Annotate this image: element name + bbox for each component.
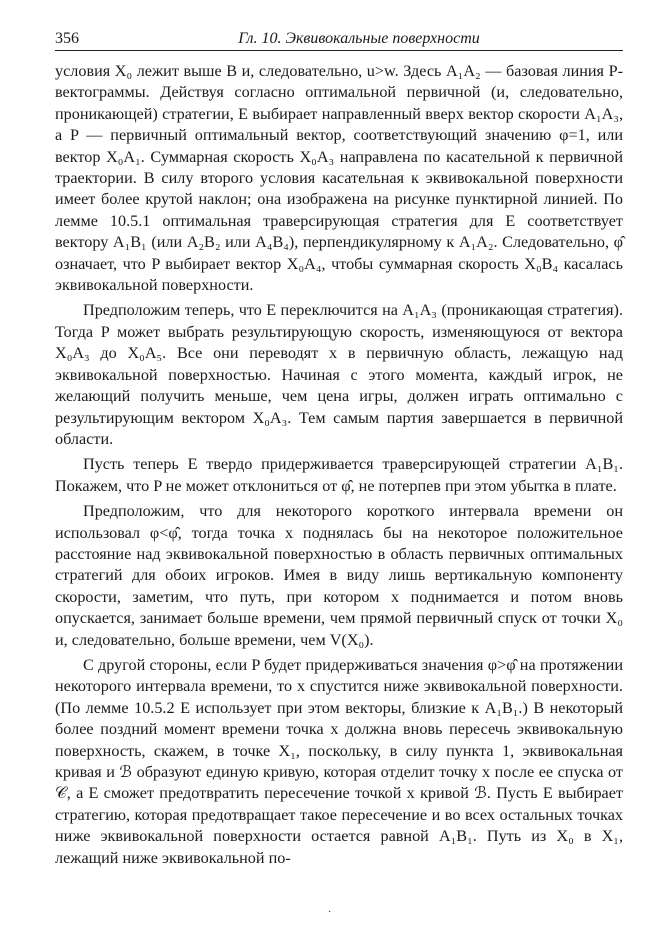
page-header (55, 30, 623, 51)
running-head: Гл. 10. Эквивокальные поверхности (238, 30, 480, 47)
page-body (55, 61, 623, 873)
paragraph: условия X₀ лежит выше B и, следовательно, u>w. Здесь A₁A₂ — базовая линия P-вектограммы. Действуя согласно оптимальной первичной (и, следовательно, проникающей) стратегии, E выбирает направленный вверх вектор скорости A₁A₃, а P — первичный оптимальный вектор, соответствующий значению φ=1, или вектор X₀A₁. Суммарная скорость X₀A₃ направлена по касательной к первичной траектории. В силу второго условия касательная к эквивокальной поверхности имеет более крутой наклон; она изображена на рисунке пунктирной линией. По лемме 10.5.1 оптимальная траверсирующая стратегия для E соответствует вектору A₁B₁ (или A₂B₂ или A₄B₄), перпендикулярному к A₁A₂. Следовательно, φ̂ означает, что P выбирает вектор X₀A₄, чтобы суммарная скорость X₀B₄ касалась эквивокальной поверхности. (55, 62, 623, 295)
paragraph: Предположим теперь, что E переключится на A₁A₃ (проникающая стратегия). Тогда P может выбрать результирующую скорость, изменяющуюся от вектора X₀A₃ до X₀A₅. Все они переводят x в первичную область, лежащую над эквивокальной поверхностью. Начиная с этого момента, каждый игрок, не желающий получить меньше, чем цена игры, должен играть оптимально с результирующим вектором X₀A₃. Тем самым партия завершается в первичной области. (55, 301, 623, 448)
paragraph: С другой стороны, если P будет придерживаться значения φ>φ̂ на протяжении некоторого интервала времени, то x спустится ниже эквивокальной поверхности. (По лемме 10.5.2 E использует при этом векторы, близкие к A₁B₁.) В некоторый более поздний момент времени точка x должна вновь пересечь эквивокальную поверхность, скажем, в точке X₁, поскольку, в силу пункта 1, эквивокальная кривая и ℬ образуют единую кривую, которая отделит точку x после ее спуска от 𝒞, а E сможет предотвратить пересечение точкой x кривой ℬ. Пусть E выбирает стратегию, которая предотвращает такое пересечение и во всех остальных точках ниже эквивокальной поверхности остается равной A₁B₁. Путь из X₀ в X₁, лежащий ниже эквивокальной по- (55, 655, 623, 867)
paragraph: Пусть теперь E твердо придерживается траверсирующей стратегии A₁B₁. Покажем, что P не может отклониться от φ̂, не потерпев при этом убытка в плате. (55, 455, 623, 495)
page-number: 356 (55, 30, 79, 47)
paragraph: Предположим, что для некоторого короткого интервала времени он использовал φ<φ̂, тогда точка x поднялась бы на некоторое положительное расстояние над эквивокальной поверхностью в область первичных оптимальных стратегий для обоих игроков. Имея в виду лишь вертикальную компоненту скорости, заметим, что путь, при котором x поднимается и потом вновь опускается, занимает больше времени, чем прямой первичный спуск от точки X₀ и, следовательно, больше времени, чем V(X₀). (55, 502, 623, 649)
footer-mark: · (328, 907, 332, 918)
